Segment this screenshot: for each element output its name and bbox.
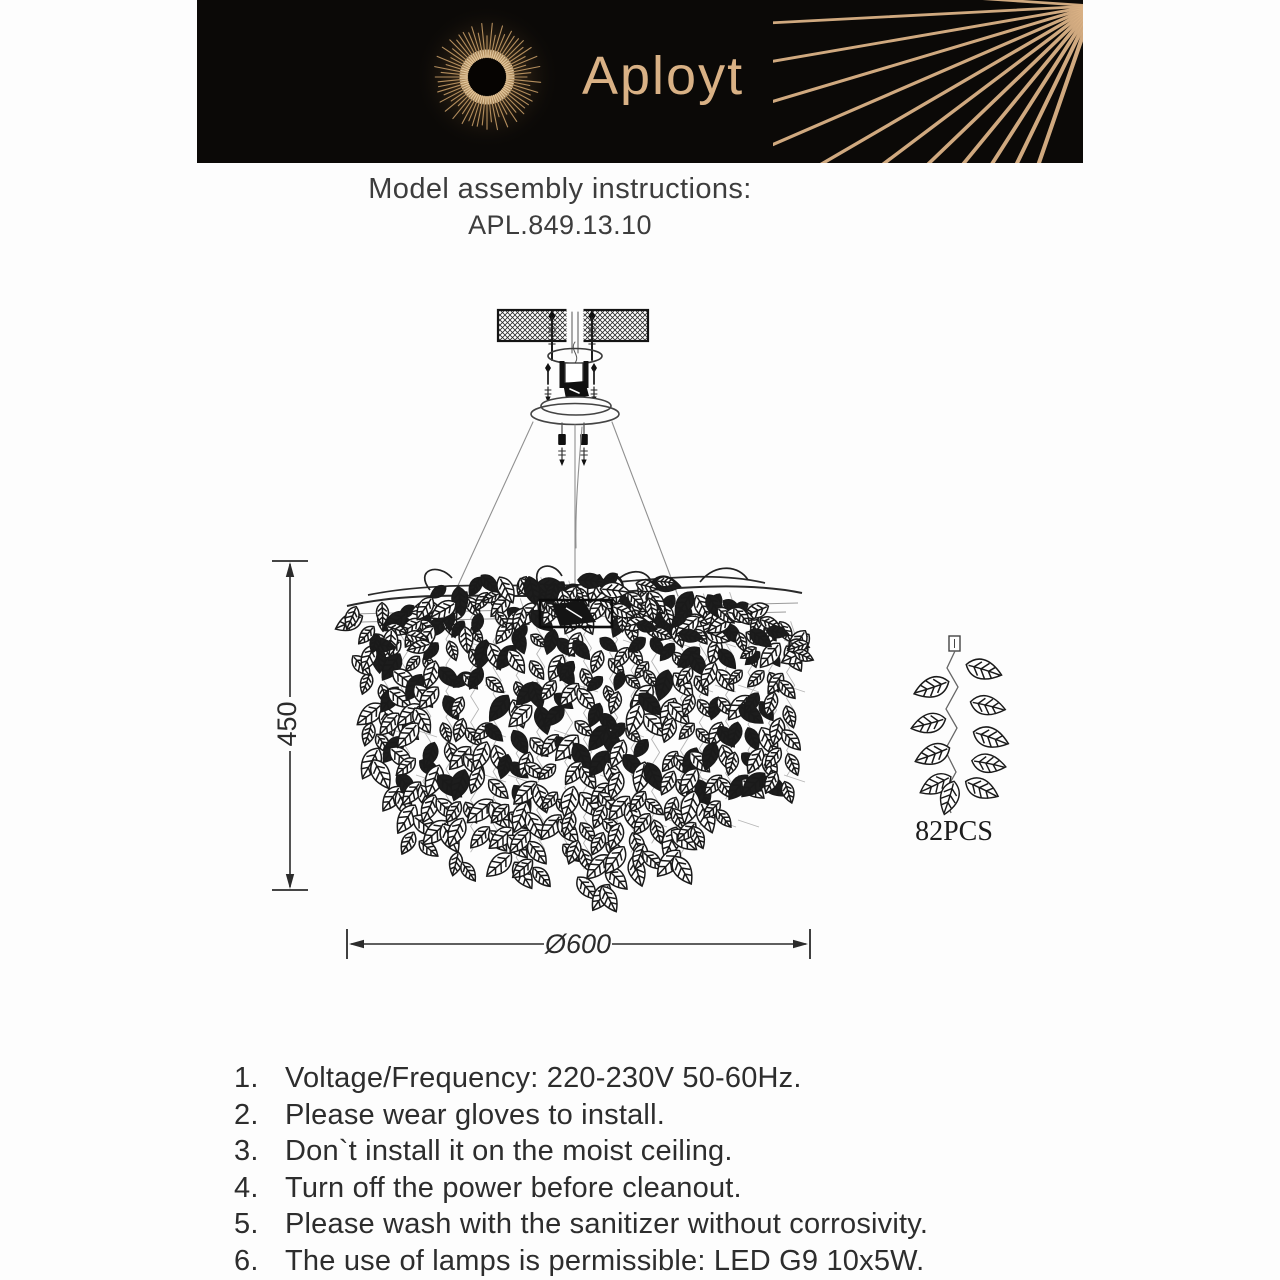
instruction-item	[234, 1243, 1114, 1280]
instruction-number: 6.	[234, 1244, 259, 1277]
brand-banner	[197, 0, 1083, 163]
brand-text: Aployt	[582, 46, 745, 106]
instruction-number: 5.	[234, 1208, 259, 1240]
instruction-item	[234, 1060, 1114, 1097]
instruction-text: Turn off the power before cleanout.	[285, 1171, 742, 1204]
model-number: APL.849.13.10	[468, 210, 652, 240]
assembly-diagram	[240, 280, 1070, 1020]
instruction-text: The use of lamps is permissible: LED G9 10x5W.	[285, 1244, 925, 1277]
instruction-text: Don`t install it on the moist ceiling.	[285, 1135, 733, 1167]
side-bolt-left	[545, 363, 551, 403]
instruction-item	[234, 1206, 1114, 1243]
banner-decorative-rays-icon	[773, 0, 1083, 163]
sunburst-logo-icon	[407, 0, 567, 163]
diameter-dimension-label: Ø600	[544, 929, 612, 959]
instruction-number: 2.	[234, 1098, 259, 1131]
instruction-text: Please wash with the sanitizer without corrosivity.	[285, 1208, 929, 1240]
instruction-number: 3.	[234, 1135, 259, 1167]
instruction-item	[234, 1097, 1114, 1134]
leaf-branch-drawing	[909, 636, 1012, 847]
cable-connector-left	[558, 423, 566, 466]
instruction-number: 4.	[234, 1171, 259, 1204]
instruction-text: Voltage/Frequency: 220-230V 50-60Hz.	[285, 1062, 802, 1094]
side-bolt-right	[591, 363, 597, 403]
instruction-item	[234, 1133, 1114, 1170]
title-block	[0, 171, 1120, 242]
instruction-text: Please wear gloves to install.	[285, 1098, 665, 1131]
parts-count-label: 82PCS	[915, 816, 993, 847]
instruction-number: 1.	[234, 1062, 259, 1094]
instruction-item	[234, 1170, 1114, 1207]
page-title: Model assembly instructions:	[368, 173, 752, 205]
ceiling-mount-drawing	[455, 308, 678, 603]
instructions-list	[234, 1060, 1114, 1279]
height-dimension-label: 450	[272, 701, 302, 747]
